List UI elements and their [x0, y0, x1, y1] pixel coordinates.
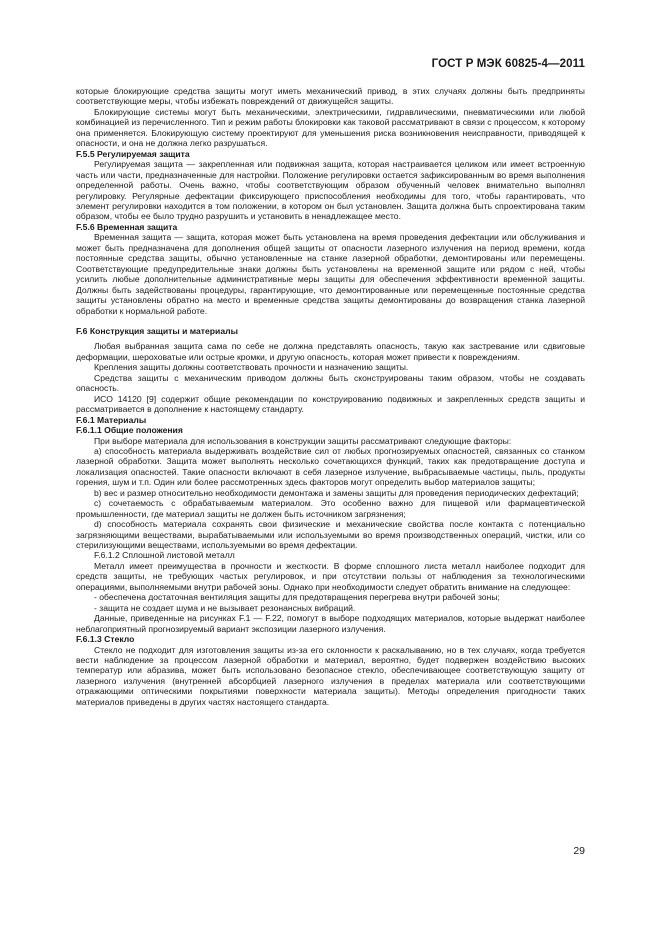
- section-heading: F.6.1.2 Сплошной листовой металл: [94, 550, 235, 561]
- paragraph: Регулируемая защита — закрепленная или подвижная защита, которая настраивается целиком или имеет встроенную часть или части, предназначенные для настройки. Положение регулировки остается зафиксированным во время выполнения определенной работы. Очень важно, чтобы соответствующим образом обученный человек внимательно выполнял регулировку. Регулярные дефектации фиксирующего приспособления необходимы для того, чтобы гарантировать, что элемент регулировки находится в том положении, в котором он был установлен. Защита должна быть спроектирована таким образом, чтобы ее было трудно разрушить и установить в ненадлежащее место.: [76, 159, 585, 222]
- paragraph: Металл имеет преимущества в прочности и жесткости. В форме сплошного листа металл наиболее подходит для средств защиты, не требующих частых регулировок, и при отсутствии пользы от наблюдения за технологическими операциями, выполняемыми внутри рабочей зоны. Однако при необходимости следует обратить внимание на следующее:: [76, 560, 585, 592]
- section-heading: F.5.5 Регулируемая защита: [76, 148, 190, 159]
- list-item: - защита не создает шума и не вызывает резонансных вибраций.: [94, 602, 356, 613]
- paragraph: ИСО 14120 [9] содержит общие рекомендации по конструированию подвижных и закрепленных средств защиты и рассматривается в дополнение к настоящему стандарту.: [76, 393, 585, 415]
- paragraph: При выборе материала для использования в конструкции защиты рассматривают следующие факторы:: [94, 435, 512, 446]
- section-heading: F.6.1.1 Общие положения: [76, 425, 183, 436]
- section-heading: F.6.1 Материалы: [76, 414, 147, 425]
- paragraph: Блокирующие системы могут быть механическими, электрическими, гидравлическими, пневматическими или любой комбинацией из перечисленного. Тип и режим работы блокировки как таковой рассматривают в связи с процессом, к которому она применяется. Блокирующую систему проектируют для уменьшения риска возникновения неисправности, приводящей к опасности, и она не должна легко разрушаться.: [76, 106, 585, 149]
- document-body: [76, 86, 585, 707]
- paragraph: Крепления защиты должны соответствовать прочности и назначению защиты.: [94, 362, 409, 373]
- list-item: a) способность материала выдерживать воздействие сил от любых прогнозируемых опасностей, связанных со станком лазерной обработки. Защита может выполнять несколько сочетающихся функций, таких как предотвращение доступа и локализация опасностей. Такие опасности включают в себя лазерное излучение, выбрасываемые частицы, пыль, продукты горения, шум и т.п. Один или более рассмотренных здесь факторов могут определить выбор материалов защиты;: [76, 445, 585, 488]
- paragraph: Стекло не подходит для изготовления защиты из-за его склонности к раскалыванию, но в тех случаях, когда требуется вести наблюдение за процессом лазерной обработки и материал, вероятно, будет подвержен воздействию высоких температур или абразива, может быть использовано безопасное стекло, обеспечивающее соответствующую защиту от лазерного излучения (внутренней абсорбцией лазерного излучения в пределах материала или соответствующими отражающими оптическими покрытиями поверхности материала защиты). Методы определения пригодности таких материалов приведены в других частях настоящего стандарта.: [76, 644, 585, 707]
- list-item: b) вес и размер относительно необходимости демонтажа и замены защиты для проведения периодических дефектаций;: [94, 487, 579, 498]
- list-item: c) сочетаемость с обрабатываемым материалом. Это особенно важно для пищевой или фармацевтической промышленности, где материал защиты не должен быть источником загрязнения;: [76, 498, 585, 519]
- paragraph: которые блокирующие средства защиты могут иметь механический привод, в этих случаях должны быть предприняты соответствующие меры, чтобы избежать повреждений от движущейся защиты.: [76, 86, 585, 107]
- paragraph: Временная защита — защита, которая может быть установлена на время проведения дефектации или обслуживания и может быть предназначена для дополнения общей защиты от опасности лазерного излучения на период времени, когда постоянные средства защиты, обычно установленные на станке лазерной обработки, демонтированы или перемещены. Соответствующие предупредительные знаки должны быть установлены на временной защите или рядом с ней, чтобы усилить любые дополнительные административные меры защиты для обеспечения эффективности временной защиты. Должны быть задействованы процедуры, гарантирующие, что демонтированные или перемещенные постоянные средства защиты установлены обратно на место и временные средства защиты демонтированы до возвращения станка лазерной обработки к нормальной работе.: [76, 232, 585, 316]
- section-heading: F.5.6 Временная защита: [76, 221, 178, 232]
- page-number: 29: [573, 845, 585, 857]
- paragraph: Любая выбранная защита сама по себе не должна представлять опасность, такую как застревание или сдвиговые деформации, шероховатые или острые кромки, и другую опасность, которая может привести к повреждениям.: [76, 341, 585, 362]
- document-header: ГОСТ Р МЭК 60825-4—2011: [431, 58, 585, 70]
- section-heading: F.6.1.3 Стекло: [76, 634, 135, 645]
- paragraph: Данные, приведенные на рисунках F.1 — F.22, помогут в выборе подходящих материалов, которые выдержат наиболее неблагоприятный прогнозируемый вариант экспозиции лазерного излучения.: [76, 613, 585, 634]
- list-item: - обеспечена достаточная вентиляция защиты для предотвращения перегрева внутри рабочей зоны;: [94, 592, 500, 603]
- list-item: d) способность материала сохранять свои физические и механические свойства после контакта с потенциально загрязняющими веществами, вырабатываемыми или используемыми во время производственных операций, чистки, или со стерилизующими веществами, используемыми во время дефектации.: [76, 519, 585, 551]
- paragraph: Средства защиты с механическим приводом должны быть сконструированы таким образом, чтобы не создавать опасность.: [76, 372, 585, 394]
- section-heading: F.6 Конструкция защиты и материалы: [76, 325, 238, 336]
